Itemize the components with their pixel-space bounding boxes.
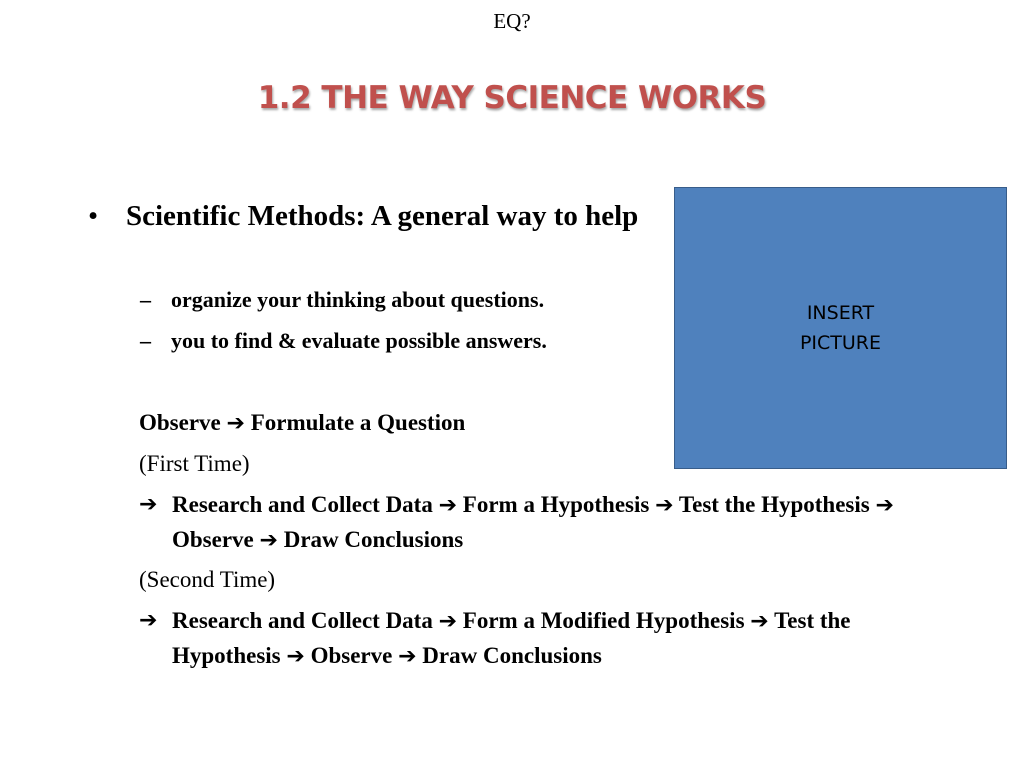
arrow-right-icon: ➔ (438, 493, 458, 518)
second-time-label: (Second Time) (139, 567, 276, 592)
arrow-right-icon: ➔ (226, 411, 245, 436)
sub-item (140, 326, 680, 356)
step: Test the Hypothesis (678, 492, 870, 517)
insert-picture-placeholder[interactable] (674, 187, 1007, 469)
observe-line (139, 406, 465, 441)
step: Draw Conclusions (422, 643, 602, 668)
arrow-right-icon: ➔ (139, 608, 158, 633)
main-bullet-text: Scientific Methods: A general way to help (126, 200, 639, 232)
bullet-dot-icon: • (88, 200, 99, 232)
first-time-label: (First Time) (139, 451, 250, 476)
slide-title: 1.2 THE WAY SCIENCE WORKS (257, 80, 767, 116)
dash-icon: – (140, 287, 151, 312)
dash-icon: – (140, 328, 151, 353)
step: Test the Hypothesis (172, 608, 851, 668)
first-steps-line (139, 488, 939, 558)
step: Draw Conclusions (283, 527, 464, 552)
sub-item-text: you to find & evaluate possible answers. (171, 328, 547, 353)
second-steps-line (139, 604, 939, 674)
arrow-right-icon: ➔ (259, 528, 278, 553)
insert-picture-label: INSERT PICTURE (799, 302, 882, 354)
step: Research and Collect Data (172, 492, 433, 517)
arrow-right-icon: ➔ (398, 644, 417, 669)
second-steps-text (139, 604, 939, 674)
arrow-right-icon: ➔ (438, 609, 458, 634)
step: Observe (172, 527, 254, 552)
arrow-right-icon: ➔ (139, 492, 158, 517)
step: Form a Modified Hypothesis (462, 608, 745, 633)
arrow-right-icon: ➔ (655, 493, 674, 518)
step: Observe (310, 643, 393, 668)
step-formulate-question: Formulate a Question (250, 410, 466, 435)
arrow-right-icon: ➔ (875, 493, 894, 518)
sub-item (140, 285, 680, 315)
step: Research and Collect Data (172, 608, 433, 633)
eq-heading: EQ? (493, 9, 531, 33)
first-steps-text (139, 488, 939, 558)
arrow-right-icon: ➔ (286, 644, 305, 669)
arrow-right-icon: ➔ (750, 609, 769, 634)
step-observe: Observe (139, 410, 221, 435)
main-bullet (88, 196, 668, 236)
step: Form a Hypothesis (462, 492, 650, 517)
sub-item-text: organize your thinking about questions. (171, 287, 545, 312)
